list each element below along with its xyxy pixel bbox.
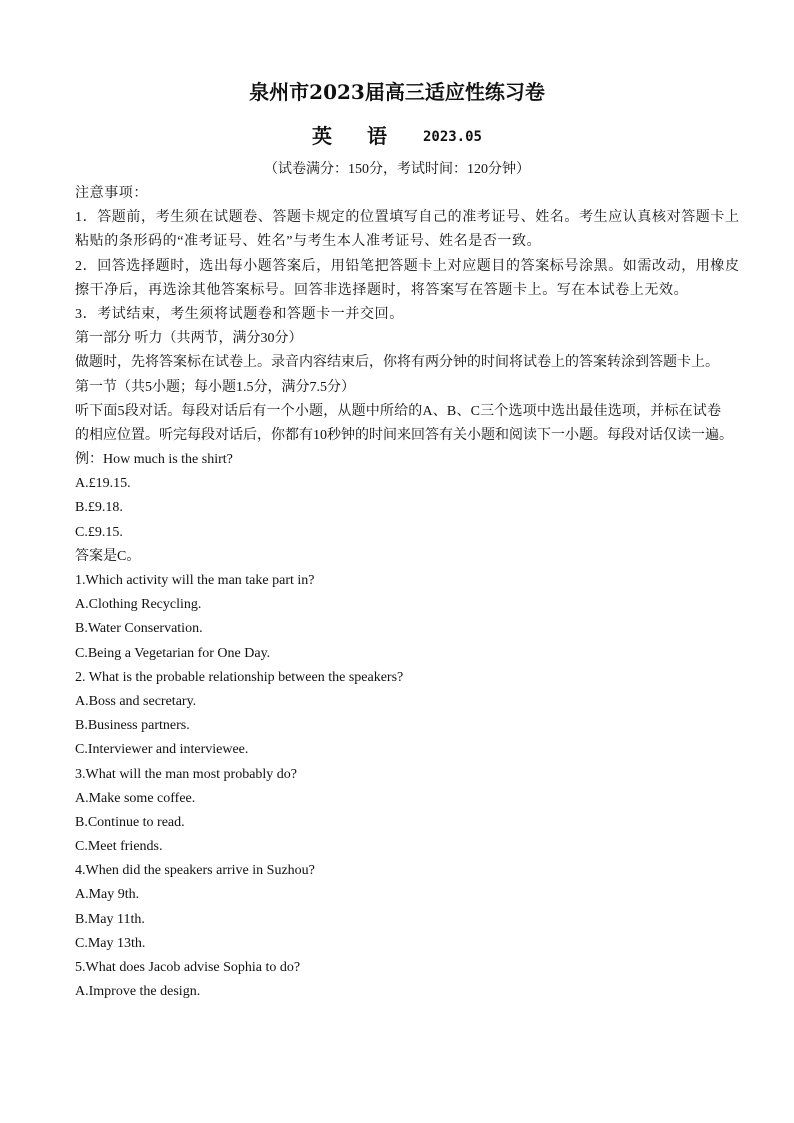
question-2-option-b: B.Business partners. [75,718,190,734]
notice-item-2-line-2: 擦干净后，再选涂其他答案标号。回答非选择题时，将答案写在答题卡上。写在本试卷上无效。 [75,282,689,298]
question-4-option-a: A.May 9th. [75,887,140,903]
exam-meta: （试卷满分：150分，考试时间：120分钟） [264,162,530,177]
question-5-option-a: A.Improve the design. [75,984,201,1000]
notice-item-3: 3．考试结束，考生须将试题卷和答题卡一并交回。 [75,306,404,322]
question-2-option-c: C.Interviewer and interviewee. [75,742,249,758]
subject-name: 英 语 [312,124,401,148]
example-question: 例：How much is the shirt? [75,452,233,468]
question-4: 4.When did the speakers arrive in Suzhou? [75,863,315,879]
question-5: 5.What does Jacob advise Sophia to do? [75,960,301,975]
part1-instruction: 做题时，先将答案标在试卷上。录音内容结束后，你将有两分钟的时间将试卷上的答案转涂到答题卡上。 [75,355,719,371]
question-1: 1.Which activity will the man take part in? [75,573,315,588]
notice-heading: 注意事项： [75,186,148,201]
notice-item-2-line-1: 2．回答选择题时，选出每小题答案后，用铅笔把答题卡上对应题目的答案标号涂黑。如需改动，用橡皮 [75,258,740,274]
exam-date: 2023.05 [422,129,482,145]
section1-instruction-line-2: 的相应位置。听完每段对话后，你都有10秒钟的时间来回答有关小题和阅读下一小题。每段对话仅读一遍。 [75,427,733,443]
question-4-option-b: B.May 11th. [75,911,145,927]
example-option-b: B.£9.18. [75,500,123,516]
question-1-option-b: B.Water Conservation. [75,621,203,637]
question-2-option-a: A.Boss and secretary. [75,693,197,709]
subject-line [0,120,794,149]
exam-title: 泉州市2023届高三适应性练习卷 [249,80,545,104]
section1-instruction-line-1: 听下面5段对话。每段对话后有一个小题，从题中所给的A、B、C三个选项中选出最佳选项，并标在试卷 [75,403,721,419]
example-option-c: C.£9.15. [75,524,123,540]
notice-item-1-line-1: 1．答题前，考生须在试题卷、答题卡规定的位置填写自己的准考证号、姓名。考生应认真核对答题卡上 [75,210,740,226]
example-option-a: A.£19.15. [75,476,131,492]
notice-item-1-line-2: 粘贴的条形码的“准考证号、姓名”与考生本人准考证号、姓名是否一致。 [75,234,542,250]
part1-heading: 第一部分 听力（共两节，满分30分） [75,331,303,347]
exam-body [75,182,740,1004]
question-2: 2. What is the probable relationship between the speakers? [75,669,404,685]
question-1-option-c: C.Being a Vegetarian for One Day. [75,645,271,661]
question-4-option-c: C.May 13th. [75,935,146,951]
example-answer: 答案是C。 [75,548,141,564]
section1-heading: 第一节（共5小题；每小题1.5分，满分7.5分） [75,379,355,395]
question-1-option-a: A.Clothing Recycling. [75,597,202,613]
question-3-option-c: C.Meet friends. [75,839,163,855]
question-3-option-a: A.Make some coffee. [75,790,196,806]
question-3-option-b: B.Continue to read. [75,814,185,830]
question-3: 3.What will the man most probably do? [75,766,298,782]
